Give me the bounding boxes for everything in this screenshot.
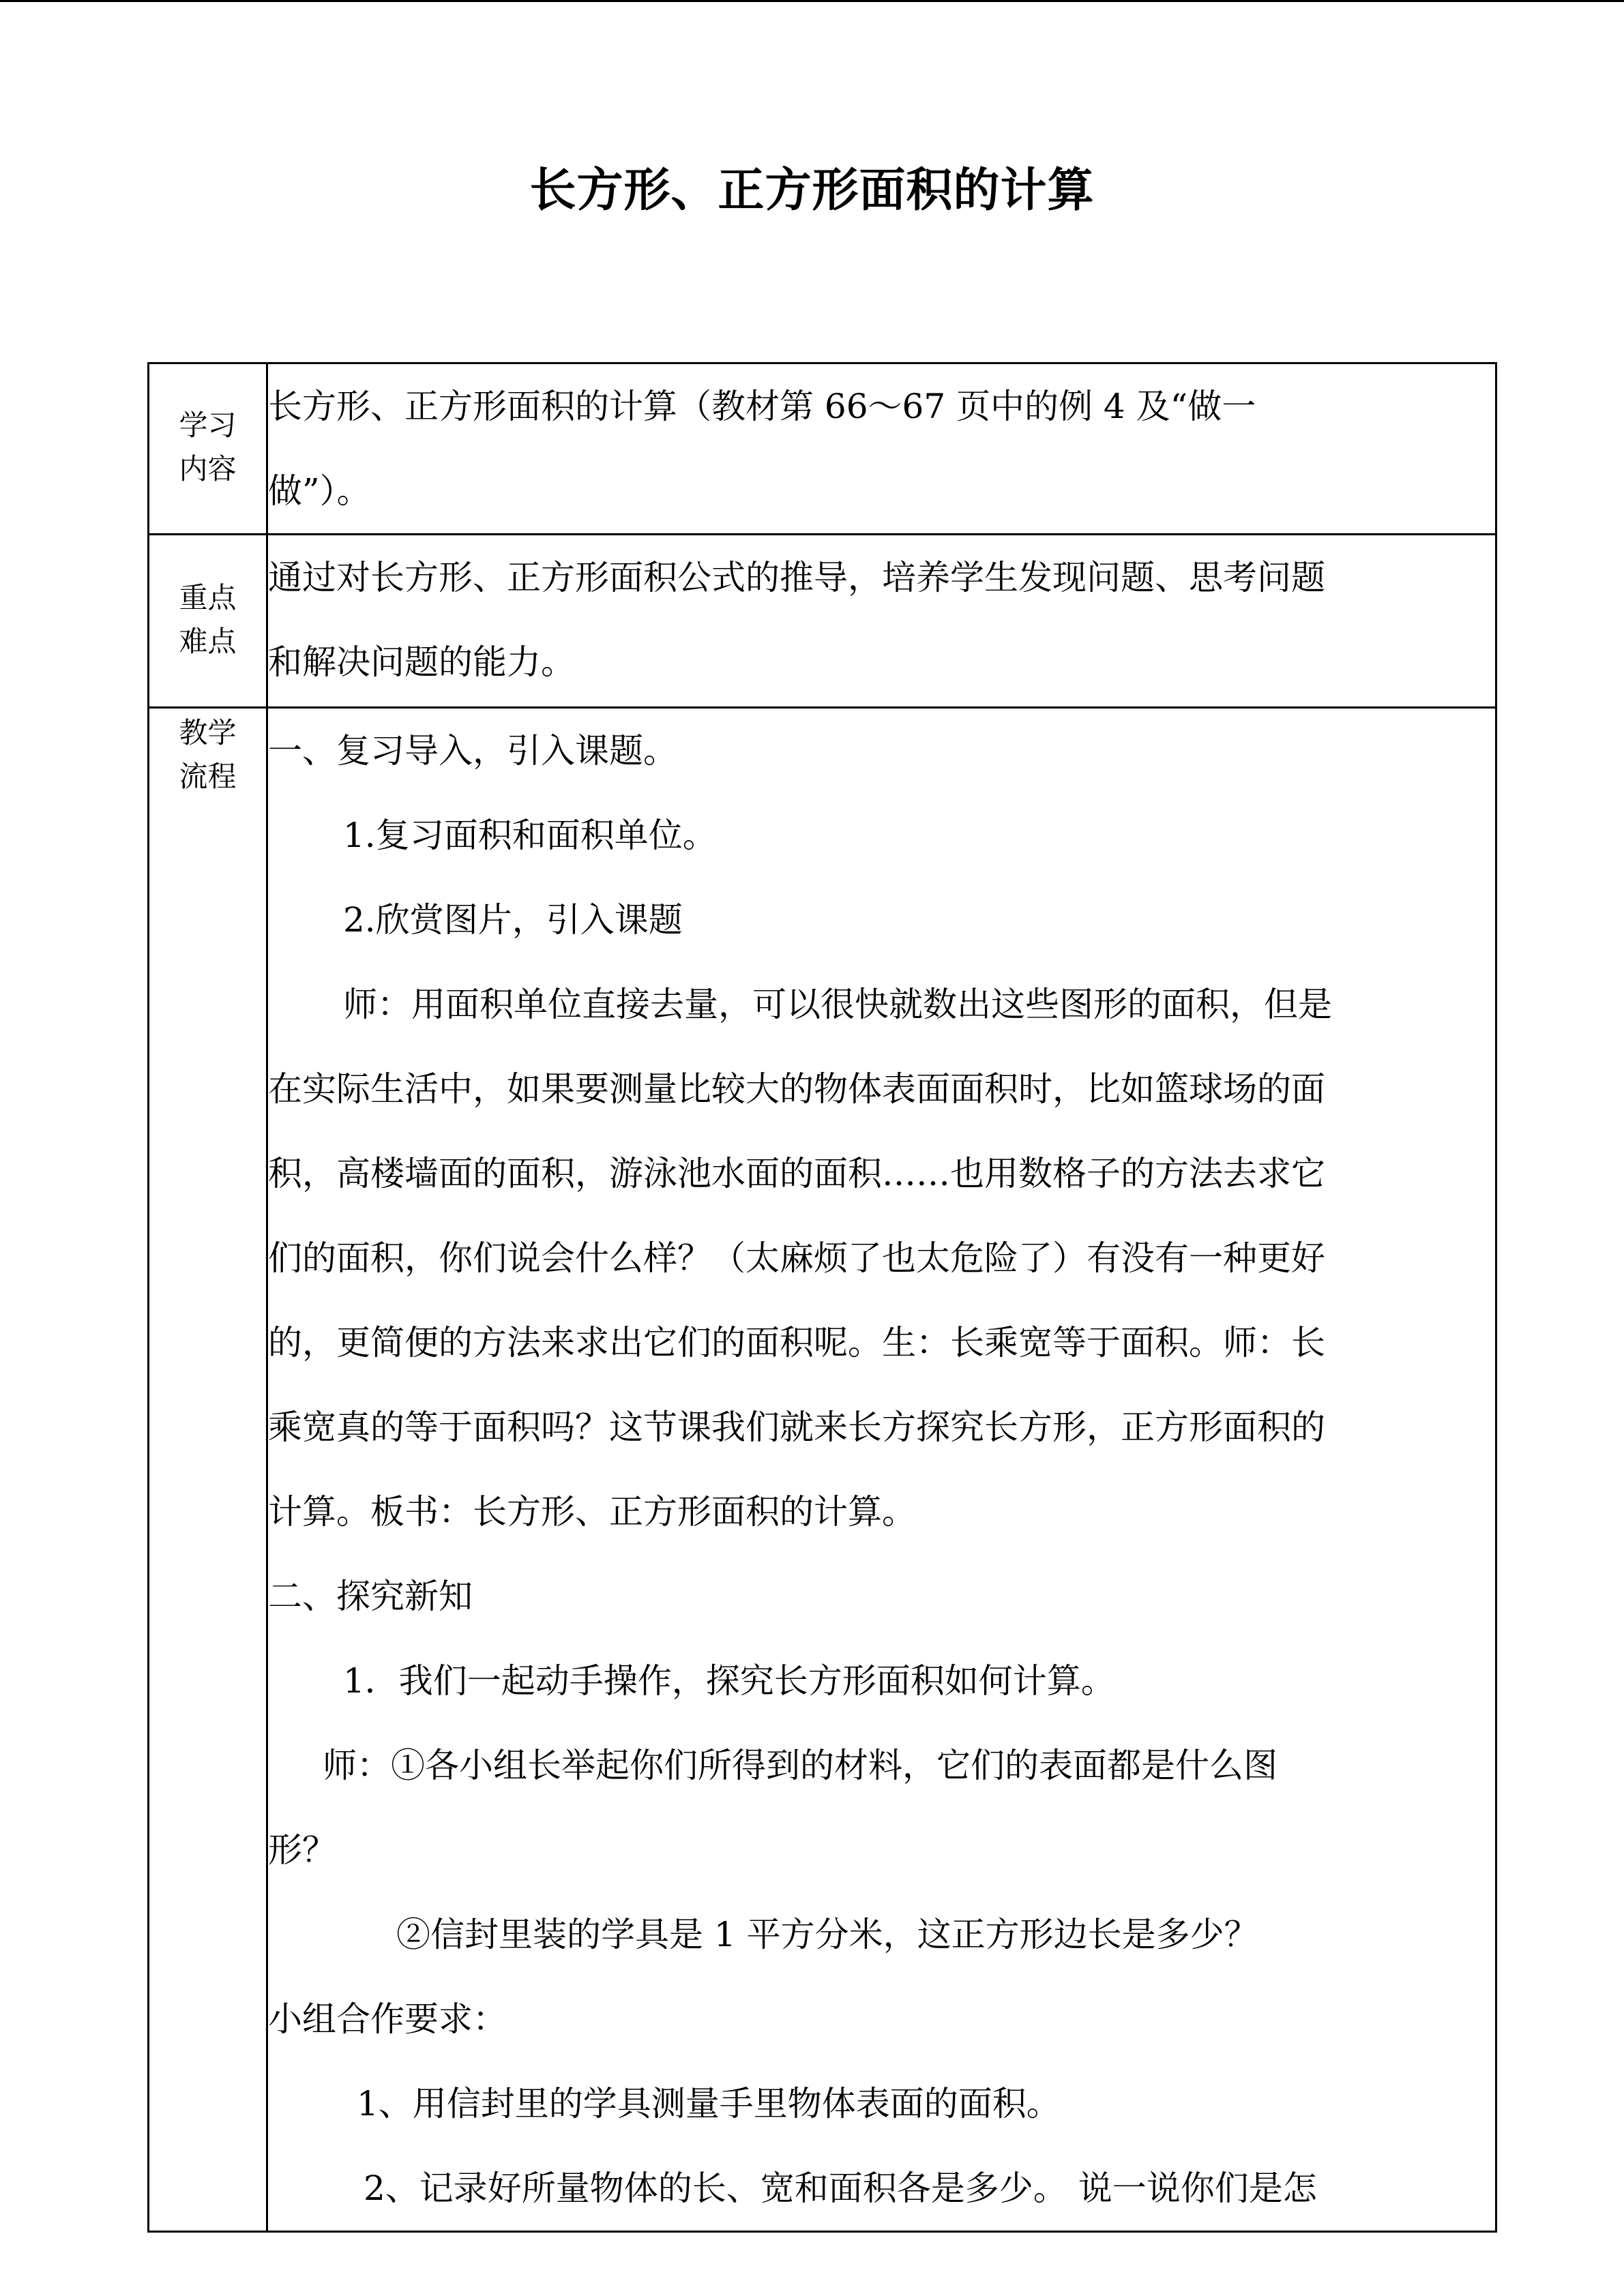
row-label-line: 流程	[179, 760, 237, 793]
row-label-focus	[149, 535, 267, 708]
table-row-focus	[149, 535, 1496, 708]
text-line: 1．我们一起动手操作，探究长方形面积如何计算。	[343, 1661, 1115, 1701]
text-line: 在实际生活中，如果要测量比较大的物体表面面积时，比如篮球场的面	[268, 1069, 1325, 1109]
text-line: 2、记录好所量物体的长、宽和面积各是多少。 说一说你们是怎	[364, 2168, 1317, 2208]
text-line: 小组合作要求：	[268, 1999, 507, 2039]
text-line: 长方形、正方形面积的计算（教材第 66～67 页中的例 4 及“做一	[268, 387, 1256, 426]
table-row-process	[149, 708, 1496, 2232]
text-line: 的，更简便的方法来求出它们的面积呢。生：长乘宽等于面积。师：长	[268, 1323, 1325, 1362]
table-row-content	[149, 363, 1496, 535]
text-line: 乘宽真的等于面积吗？这节课我们就来长方探究长方形，正方形面积的	[268, 1407, 1325, 1447]
text-line: 通过对长方形、正方形面积公式的推导，培养学生发现问题、思考问题	[268, 558, 1325, 597]
row-label-process	[149, 708, 267, 2232]
row-label-line: 内容	[179, 452, 237, 486]
text-line: 2.欣赏图片，引入课题	[343, 900, 683, 940]
row-label-line: 学习	[179, 408, 237, 442]
row-label-line: 重点	[179, 581, 237, 614]
text-line: 积，高楼墙面的面积，游泳池水面的面积……也用数格子的方法去求它	[268, 1154, 1325, 1193]
text-line: 二、探究新知	[268, 1577, 473, 1616]
text-line: 计算。板书：长方形、正方形面积的计算。	[268, 1492, 916, 1532]
row-label-line: 教学	[179, 716, 237, 749]
text-line: 形？	[268, 1830, 336, 1870]
row-label-line: 难点	[179, 625, 237, 658]
top-border-line	[0, 0, 1624, 2]
text-line: 师：用面积单位直接去量，可以很快就数出这些图形的面积，但是	[343, 985, 1332, 1024]
page-title: 长方形、正方形面积的计算	[529, 164, 1095, 218]
row-text-focus	[267, 535, 1496, 708]
row-text-content	[267, 363, 1496, 535]
text-line: 师：①各小组长举起你们所得到的材料，它们的表面都是什么图	[323, 1746, 1278, 1785]
text-line: 1、用信封里的学具测量手里物体表面的面积。	[357, 2084, 1061, 2123]
text-line: 们的面积，你们说会什么样？（太麻烦了也太危险了）有没有一种更好	[268, 1238, 1325, 1278]
text-line: 一、复习导入，引入课题。	[268, 731, 677, 771]
text-line: 和解决问题的能力。	[268, 642, 575, 682]
row-text-process	[267, 708, 1496, 2232]
text-line: 做”）。	[268, 471, 371, 511]
row-label-content	[149, 363, 267, 535]
lesson-plan-table	[147, 362, 1497, 2233]
text-line: ②信封里装的学具是 1 平方分米，这正方形边长是多少？	[396, 1915, 1258, 1954]
text-line: 1.复习面积和面积单位。	[343, 816, 717, 855]
